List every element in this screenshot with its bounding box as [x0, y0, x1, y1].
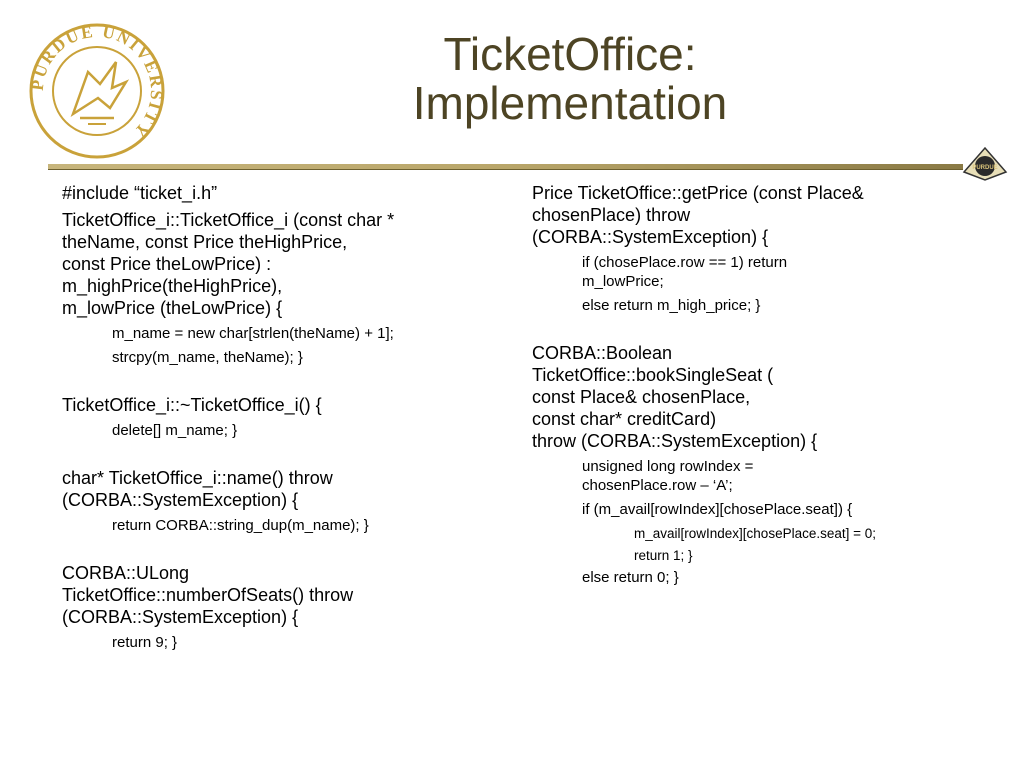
title-line-1: TicketOffice: — [443, 28, 697, 80]
code-line: CORBA::Boolean — [532, 343, 673, 363]
code-line: (CORBA::SystemException) { — [532, 227, 769, 247]
code-line: m_highPrice(theHighPrice), — [62, 276, 283, 296]
getprice-body-line: else return m_high_price; } — [582, 297, 761, 314]
bookseat-signature — [532, 342, 992, 452]
seal-text: PURDUE UNIVERSITY — [28, 22, 166, 143]
code-line: Price TicketOffice::getPrice (const Place& — [532, 183, 864, 203]
seats-method-body-line: return 9; } — [112, 634, 178, 651]
code-line: const Price theLowPrice) : — [62, 254, 272, 274]
constructor-body-line: m_name = new char[strlen(theName) + 1]; — [112, 325, 394, 342]
code-line: theName, const Price theHighPrice, — [62, 232, 348, 252]
right-column — [532, 182, 992, 592]
code-line: m_lowPrice (theLowPrice) { — [62, 298, 283, 318]
title-line-2: Implementation — [412, 77, 728, 129]
name-method-signature — [62, 467, 502, 511]
code-line: (CORBA::SystemException) { — [62, 490, 299, 510]
university-seal-icon — [28, 22, 166, 160]
destructor-signature: TicketOffice_i::~TicketOffice_i() { — [62, 395, 322, 415]
code-line: TicketOffice::bookSingleSeat ( — [532, 365, 774, 385]
purdue-badge-icon — [960, 142, 1010, 184]
include-line: #include “ticket_i.h” — [62, 183, 218, 203]
getprice-signature — [532, 182, 992, 248]
badge-text: PURDUE — [972, 165, 998, 171]
name-method-body-line: return CORBA::string_dup(m_name); } — [112, 517, 369, 534]
bookseat-nested-line: m_avail[rowIndex][chosePlace.seat] = 0; — [634, 526, 877, 541]
code-line: (CORBA::SystemException) { — [62, 607, 299, 627]
code-line: TicketOffice_i::TicketOffice_i (const char * — [62, 210, 395, 230]
code-line: chosenPlace.row – ‘A’; — [582, 477, 733, 494]
code-line: TicketOffice::numberOfSeats() throw — [62, 585, 354, 605]
code-line: unsigned long rowIndex = — [582, 458, 754, 475]
code-line: m_lowPrice; — [582, 273, 664, 290]
constructor-body-line: strcpy(m_name, theName); } — [112, 349, 303, 366]
code-line: const char* creditCard) — [532, 409, 717, 429]
bookseat-body-line — [582, 457, 992, 495]
seats-method-signature — [62, 562, 502, 628]
code-line: if (chosePlace.row == 1) return — [582, 254, 788, 271]
getprice-body-line — [582, 253, 992, 291]
title-divider — [48, 164, 963, 170]
code-line: CORBA::ULong — [62, 563, 190, 583]
code-line: char* TicketOffice_i::name() throw — [62, 468, 333, 488]
slide-title — [300, 30, 840, 128]
code-line: throw (CORBA::SystemException) { — [532, 431, 818, 451]
code-line: chosenPlace) throw — [532, 205, 691, 225]
destructor-body-line: delete[] m_name; } — [112, 422, 238, 439]
bookseat-body-line: else return 0; } — [582, 569, 679, 586]
left-column — [62, 182, 502, 657]
code-line: const Place& chosenPlace, — [532, 387, 751, 407]
constructor-signature — [62, 209, 502, 319]
bookseat-body-line: if (m_avail[rowIndex][chosePlace.seat]) { — [582, 501, 853, 518]
bookseat-nested-line: return 1; } — [634, 548, 693, 563]
